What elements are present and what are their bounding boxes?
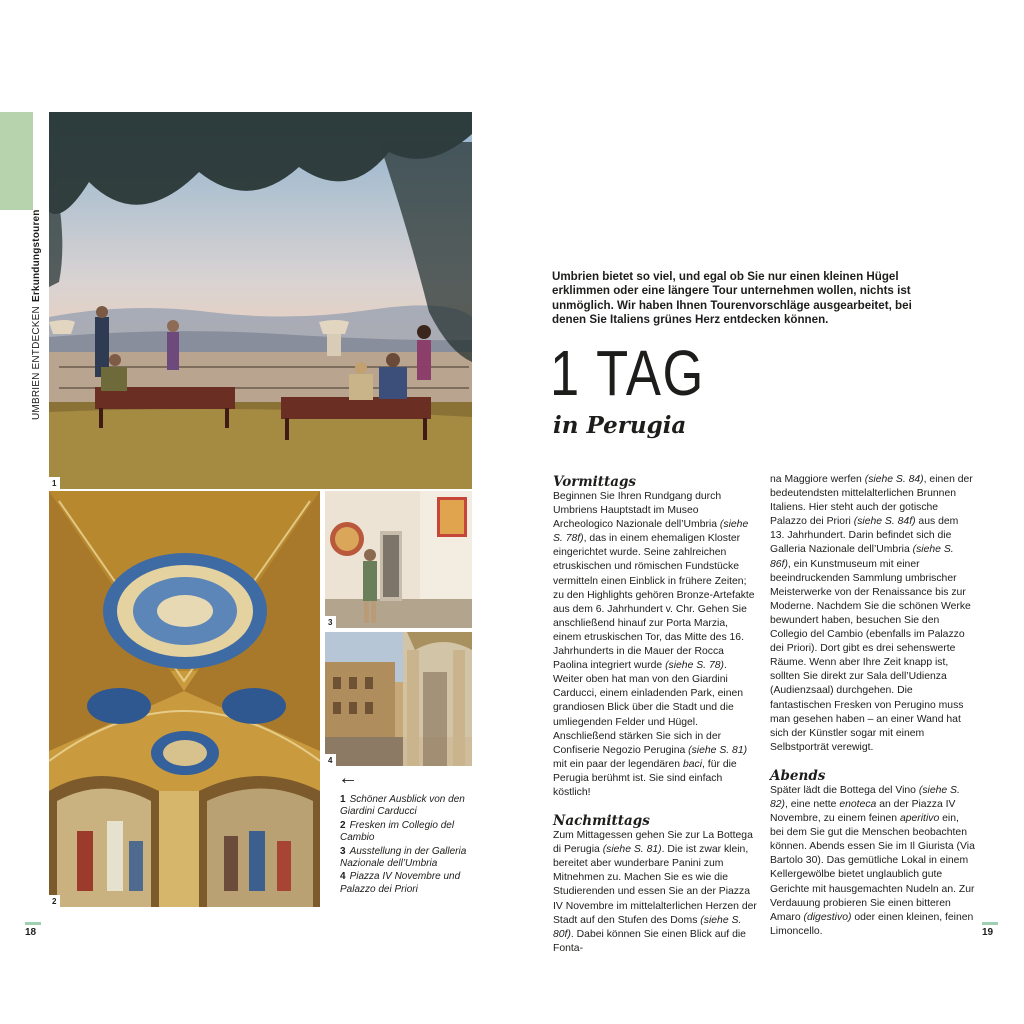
running-head-section: UMBRIEN ENTDECKEN — [31, 306, 42, 420]
caption-1: 1 Schöner Ausblick von den Giardini Carducci — [340, 794, 465, 818]
page-number-right: 19 — [982, 922, 998, 938]
photo-giardini-carducci — [49, 112, 472, 489]
caption-4: 4 Piazza IV Novembre und Palazzo dei Priori — [340, 871, 461, 895]
text-column-2 — [770, 473, 975, 939]
heading-abends: Abends — [770, 767, 826, 784]
caption-2: 2 Fresken im Collegio del Cambio — [340, 819, 455, 844]
photo-collegio-del-cambio — [49, 491, 320, 907]
photo-number-1: 1 — [49, 477, 60, 489]
intro-paragraph: Umbrien bietet so viel, und egal ob Sie nur einen kleinen Hügel erklimmen oder eine längere Tour unternehmen wollen, nichts ist unmöglich. Wir haben Ihnen Tourenvorschläge ausgearbeitet, bei denen Sie Italiens grünes Herz entdecken können. — [552, 270, 912, 327]
right-page — [512, 0, 1024, 1024]
photo-captions — [340, 794, 480, 897]
page-number-left: 18 — [25, 922, 41, 938]
paragraph-abends: Später lädt die Bottega del Vino (siehe S. 82), eine nette enoteca an der Piazza IV Novembre, zu einem feinen aperitivo ein, bei dem Sie gut die Menschen beobachten können. Abends essen Sie im Il Giurista (Via Bartolo 30). Das gemütliche Lokal in einem Kellergewölbe bietet unglaublich gute Gerichte mit hausgemachten Nudeln an. Zur Verdauung probieren Sie einen bitteren Amaro (digestivo) oder einen kleinen, feinen Limoncello. — [770, 784, 975, 937]
folio-bar — [982, 922, 998, 925]
paragraph-vormittags: Beginnen Sie Ihren Rundgang durch Umbriens Hauptstadt im Museo Archeologico Nazionale dell’Umbria (siehe S. 78f), das in einem ehemaligen Kloster eingerichtet wurde. Seine zahlreichen etruskischen und römischen Fundstücke vermitteln einen Einblick in frühere Zeiten; zu den Highlights gehören Bronze-Artefakte aus dem 6. Jahrhundert v. Chr. Gehen Sie anschließend hinauf zur Porta Marzia, einem etruskischen Tor, das Mitte des 16. Jahrhunderts in die Mauer der Rocca Paolina integriert wurde (siehe S. 78). Weiter oben hat man von den Giardini Carducci, einem einladenden Park, einen grandiosen Blick über die Stadt und die umliegenden Felder und Hügel. Anschließend stärken Sie sich in der Confiserie Negozio Perugina (siehe S. 81) mit ein paar der legendären baci, für die Perugia berühmt ist. Sie sind einfach köstlich! — [553, 491, 755, 798]
tour-title: 1 TAG — [550, 337, 706, 409]
folio-bar — [25, 922, 41, 925]
text-column-1 — [553, 474, 758, 956]
paragraph-nachmittags-part1: Zum Mittagessen gehen Sie zur La Bottega di Perugia (siehe S. 81). Die ist zwar klein, bereitet aber wunderbare Panini zum Mitnehmen zu. Machen Sie es wie die Studierenden und essen Sie an der Piazza IV Novembre im mittelalterlichen Herzen der Stadt auf den Stufen des Doms (siehe S. 80f). Dabei können Sie einen Blick auf die Fonta- — [553, 830, 757, 954]
heading-vormittags: Vormittags — [553, 474, 637, 490]
photo-number-2: 2 — [49, 895, 60, 907]
heading-nachmittags: Nachmittags — [553, 813, 650, 830]
caption-3: 3 Ausstellung in der Galleria Nazionale dell’Umbria — [340, 845, 467, 870]
running-head — [31, 209, 42, 420]
photo-number-3: 3 — [325, 616, 336, 628]
photo-galleria-nazionale — [325, 491, 472, 628]
photo-number-4: 4 — [325, 754, 336, 766]
section-tab — [0, 112, 33, 210]
left-arrow-icon: ← — [338, 767, 358, 789]
photo-piazza-iv-novembre — [325, 632, 472, 766]
paragraph-nachmittags-part2: na Maggiore werfen (siehe S. 84), einen der bedeutendsten mittelalterlichen Brunnen Italiens. Hier steht auch der gotische Palazzo dei Priori (siehe S. 84f) aus dem 13. Jahrhundert. Darin befindet sich die Galleria Nazionale dell’Umbria (siehe S. 86f), ein Kunstmuseum mit einer beeindruckenden Sammlung umbrischer Meisterwerke von der Renaissance bis zur Moderne. Nachdem Sie die schönen Werke bewundert haben, besuchen Sie den Collegio del Cambio (ebenfalls im Palazzo dei Priori). Dort gibt es drei sehenswerte Räume. Wenn aber Ihre Zeit knapp ist, sollten Sie direkt zur Sala dell’Udienza (Audienzsaal) durchgehen. Die fantastischen Fresken von Perugino muss man gesehen haben – an einer Wand hat sich der Künstler sogar mit einem Selbstporträt verewigt. — [770, 474, 973, 753]
running-head-chapter: Erkundungstouren — [31, 209, 42, 303]
tour-subtitle: in Perugia — [553, 412, 687, 439]
